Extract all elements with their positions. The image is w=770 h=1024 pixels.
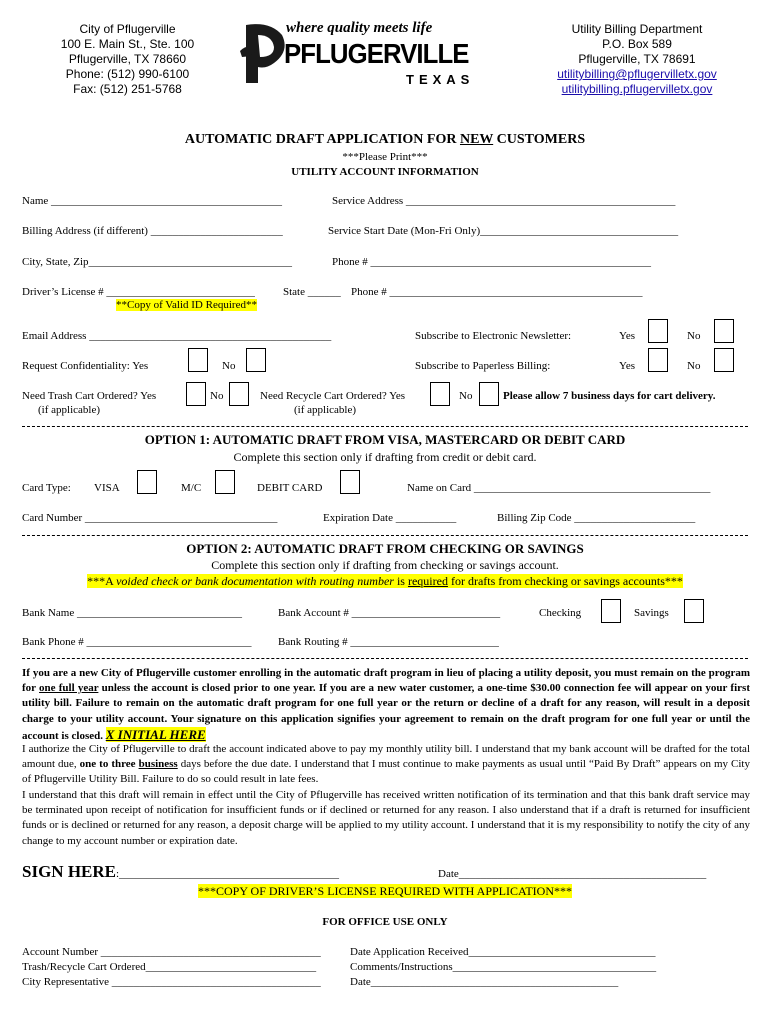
bank-account-field[interactable]: Bank Account # ___________________________ xyxy=(278,607,501,619)
terms-bold-paragraph: If you are a new City of Pflugerville customer enrolling in the automatic draft program in lieu of placing a utility deposit, you must remain on the program for one full year unless the account is closed prior to one year. If you are a new water customer, a one-time $30.00 connection fee will appear on your first utility bill. Failure to remain on the automatic draft program for one full year or the return or decline of a draft for any reason, will result in a deposit charge to your utility account. Your signature on this application signifies your agreement to remain on the draft program for one full year or until the account is closed. X INITIAL HERE xyxy=(22,667,750,742)
dept-web-link[interactable]: utilitybilling.pflugervilletx.gov xyxy=(561,82,713,96)
signature-field[interactable]: :________________________________________ xyxy=(116,868,340,880)
option-1-subtitle: Complete this section only if drafting from credit or debit card. xyxy=(233,450,537,464)
dept-city: Pflugerville, TX 78691 xyxy=(578,52,696,66)
office-date-field[interactable]: Date_____________________________________________ xyxy=(350,976,619,988)
please-print: ***Please Print*** xyxy=(342,151,428,163)
savings-checkbox[interactable] xyxy=(684,599,704,623)
logo-tagline: where quality meets life xyxy=(286,20,433,36)
newsletter-yes-label: Yes xyxy=(619,330,636,342)
voided-check-note: ***A voided check or bank documentation with routing number is required for drafts from checking or savings accounts*** xyxy=(87,574,683,588)
mc-checkbox[interactable] xyxy=(215,470,235,494)
sign-here-row xyxy=(22,862,339,882)
paperless-label: Subscribe to Paperless Billing: xyxy=(415,360,551,372)
divider xyxy=(22,426,748,427)
state-field[interactable]: State ______ xyxy=(283,286,341,298)
billing-zip-field[interactable]: Billing Zip Code ______________________ xyxy=(497,512,696,524)
service-address-field[interactable]: Service Address _________________________________________________ xyxy=(332,195,676,207)
sign-here-label: SIGN HERE xyxy=(22,862,116,881)
mc-label: M/C xyxy=(181,482,202,494)
office-use-title: FOR OFFICE USE ONLY xyxy=(322,916,448,928)
trash-no-checkbox[interactable] xyxy=(229,382,249,406)
city-fax: Fax: (512) 251-5768 xyxy=(73,82,182,96)
cart-delivery-note: Please allow 7 business days for cart delivery. xyxy=(503,390,716,402)
paperless-no-label: No xyxy=(687,360,701,372)
initial-here-field[interactable]: X INITIAL HERE xyxy=(105,726,206,742)
card-number-field[interactable]: Card Number ___________________________________ xyxy=(22,512,278,524)
license-required-note: ***COPY OF DRIVER’S LICENSE REQUIRED WITH APPLICATION*** xyxy=(197,884,572,898)
terms-authorization-paragraph: I authorize the City of Pflugerville to draft the account indicated above to pay my monthly utility bill. I understand that my bank account will be drafted for the total amount due, one to three business days before the due date. I understand that I must continue to make payments as usual until “Paid By Draft” appears on my City of Pflugerville Utility Bill. Failure to do so could result in late fees. xyxy=(22,743,750,786)
recycle-cart-label: Need Recycle Cart Ordered? Yes xyxy=(260,390,406,402)
debit-card-checkbox[interactable] xyxy=(340,470,360,494)
recycle-yes-checkbox[interactable] xyxy=(430,382,450,406)
office-account-field[interactable]: Account Number ________________________________________ xyxy=(22,946,321,958)
section-account-info: UTILITY ACCOUNT INFORMATION xyxy=(291,166,479,178)
page-title: AUTOMATIC DRAFT APPLICATION FOR NEW CUSTOMERS xyxy=(184,132,586,147)
phone-field[interactable]: Phone # ___________________________________________________ xyxy=(332,256,651,268)
paperless-yes-label: Yes xyxy=(619,360,636,372)
trash-cart-label: Need Trash Cart Ordered? Yes xyxy=(22,390,157,402)
office-rep-field[interactable]: City Representative ______________________________________ xyxy=(22,976,321,988)
trash-yes-checkbox[interactable] xyxy=(186,382,206,406)
city-name: City of Pflugerville xyxy=(79,22,176,36)
confidentiality-no-label: No xyxy=(222,360,236,372)
option-2-title: OPTION 2: AUTOMATIC DRAFT FROM CHECKING OR SAVINGS xyxy=(186,541,584,556)
newsletter-yes-checkbox[interactable] xyxy=(648,319,668,343)
office-comments-field[interactable]: Comments/Instructions_____________________________________ xyxy=(350,961,657,973)
email-field[interactable]: Email Address ____________________________________________ xyxy=(22,330,332,342)
newsletter-no-checkbox[interactable] xyxy=(714,319,734,343)
logo-name: PFLUGERVILLE xyxy=(284,38,469,69)
bank-routing-field[interactable]: Bank Routing # ___________________________ xyxy=(278,636,499,648)
dept-email-link[interactable]: utilitybilling@pflugervilletx.gov xyxy=(557,67,717,81)
logo-state: TEXAS xyxy=(406,72,475,87)
name-field[interactable]: Name __________________________________________ xyxy=(22,195,283,207)
recycle-no-checkbox[interactable] xyxy=(479,382,499,406)
dept-box: P.O. Box 589 xyxy=(602,37,672,51)
debit-card-label: DEBIT CARD xyxy=(257,482,323,494)
city-phone: Phone: (512) 990-6100 xyxy=(65,67,190,81)
office-date-received-field[interactable]: Date Application Received__________________________________ xyxy=(350,946,656,958)
city-zip: Pflugerville, TX 78660 xyxy=(68,52,187,66)
card-type-label: Card Type: xyxy=(22,482,71,494)
pflugerville-logo xyxy=(238,18,475,90)
signature-date-field[interactable]: Date_____________________________________________ xyxy=(438,868,707,880)
checking-checkbox[interactable] xyxy=(601,599,621,623)
logo-mark-icon xyxy=(238,21,290,87)
billing-dept-block xyxy=(540,22,734,97)
recycle-no-label: No xyxy=(459,390,473,402)
confidentiality-no-checkbox[interactable] xyxy=(246,348,266,372)
newsletter-label: Subscribe to Electronic Newsletter: xyxy=(415,330,572,342)
divider xyxy=(22,658,748,659)
service-start-field[interactable]: Service Start Date (Mon-Fri Only)____________________________________ xyxy=(328,225,679,237)
newsletter-no-label: No xyxy=(687,330,701,342)
paperless-yes-checkbox[interactable] xyxy=(648,348,668,372)
option-1-title: OPTION 1: AUTOMATIC DRAFT FROM VISA, MASTERCARD OR DEBIT CARD xyxy=(144,432,626,447)
city-street: 100 E. Main St., Ste. 100 xyxy=(60,37,195,51)
bank-phone-field[interactable]: Bank Phone # ______________________________ xyxy=(22,636,252,648)
confidentiality-label: Request Confidentiality: Yes xyxy=(22,360,149,372)
city-address-block xyxy=(45,22,210,97)
city-state-zip-field[interactable]: City, State, Zip_____________________________________ xyxy=(22,256,293,268)
trash-no-label: No xyxy=(210,390,224,402)
copy-id-required: **Copy of Valid ID Required** xyxy=(116,299,257,311)
trash-applicable: (if applicable) xyxy=(38,404,100,416)
option-2-subtitle: Complete this section only if drafting from checking or savings account. xyxy=(211,558,559,572)
dept-name: Utility Billing Department xyxy=(571,22,703,36)
visa-label: VISA xyxy=(94,482,120,494)
bank-name-field[interactable]: Bank Name ______________________________ xyxy=(22,607,242,619)
visa-checkbox[interactable] xyxy=(137,470,157,494)
paperless-no-checkbox[interactable] xyxy=(714,348,734,372)
recycle-applicable: (if applicable) xyxy=(294,404,356,416)
drivers-license-field[interactable]: Driver’s License # ___________________________ xyxy=(22,286,255,298)
office-cart-field[interactable]: Trash/Recycle Cart Ordered_______________________________ xyxy=(22,961,317,973)
terms-effect-paragraph: I understand that this draft will remain in effect until the City of Pflugerville has received written notification of its termination and that this bank draft service may be terminated upon receipt of notification for insufficient funds or if declined or returned for any reason. I also understand that if a draft is returned for insufficient funds or is declined or returned for any reason, a deposit charge will be applied to my utility account. I understand that it is my responsibility to notify the city of any change to my account number or expiration date. xyxy=(22,789,750,847)
phone-2-field[interactable]: Phone # ______________________________________________ xyxy=(351,286,643,298)
expiration-field[interactable]: Expiration Date ___________ xyxy=(323,512,457,524)
savings-label: Savings xyxy=(634,607,669,619)
name-on-card-field[interactable]: Name on Card ___________________________________________ xyxy=(407,482,711,494)
divider xyxy=(22,535,748,536)
checking-label: Checking xyxy=(539,607,582,619)
confidentiality-yes-checkbox[interactable] xyxy=(188,348,208,372)
billing-address-field[interactable]: Billing Address (if different) ________________________ xyxy=(22,225,283,237)
